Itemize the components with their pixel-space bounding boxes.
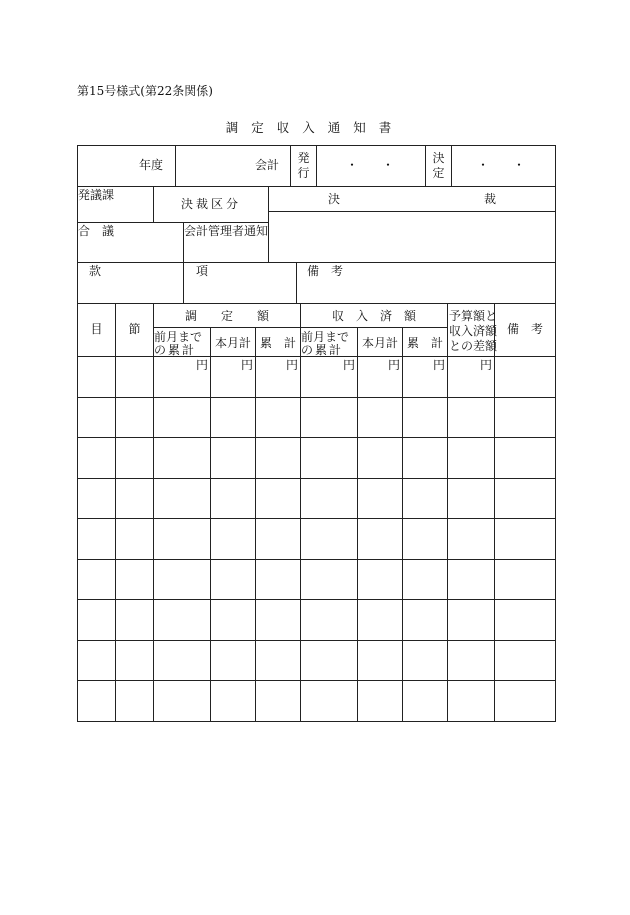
r1-div-c	[316, 145, 317, 186]
r1-div-e	[451, 145, 452, 186]
issuing-section-label: 発議課	[78, 188, 115, 202]
col-line-7	[402, 327, 403, 722]
col-line-3	[210, 327, 211, 722]
decision-left-label: 決	[328, 192, 341, 206]
issue-label-1: 発	[297, 151, 310, 165]
row-line-8	[77, 680, 556, 681]
form-number: 第15号様式(第22条関係)	[77, 84, 213, 98]
decision-row-line	[268, 211, 556, 212]
col-line-6	[357, 327, 358, 722]
row-line-2	[77, 437, 556, 438]
r1-div-a	[175, 145, 176, 186]
row-line-5	[77, 559, 556, 560]
received-prev-label-1: 前月まで	[301, 330, 350, 344]
assessed-amount-label: 調 定 額	[184, 309, 269, 323]
yen-unit-assessed-cumulative: 円	[285, 358, 298, 372]
received-amount-label: 収 入 済 額	[331, 309, 416, 323]
assessed-prev-label-2: の累計	[154, 343, 197, 357]
yen-unit-received-cumulative: 円	[432, 358, 445, 372]
remarks-label-top: 備 考	[307, 264, 344, 278]
decision-label-1: 決	[432, 151, 445, 165]
border-right	[555, 145, 556, 722]
row-line-3	[77, 478, 556, 479]
yen-unit-diff: 円	[479, 358, 492, 372]
decision-right-label: 裁	[484, 192, 497, 206]
col-line-1	[115, 303, 116, 722]
row-line-4	[77, 518, 556, 519]
assessed-this-month-label: 本月計	[214, 336, 251, 350]
approval-class-label: 決裁区分	[180, 197, 241, 211]
fiscal-year-label: 年度	[139, 158, 164, 172]
kou-label: 項	[196, 264, 209, 278]
treasurer-notice-label: 会計管理者通知	[184, 224, 269, 238]
moku-label: 目	[90, 322, 103, 336]
consultation-label: 合 議	[78, 224, 115, 238]
r4-div-b	[296, 262, 297, 303]
issue-label-2: 行	[297, 166, 310, 180]
yen-unit-received-prev: 円	[342, 358, 355, 372]
issue-date: ・ ・	[345, 158, 400, 172]
received-cumulative-label: 累 計	[406, 336, 443, 350]
budget-diff-label-2: 収入済額	[449, 324, 498, 338]
form-title: 調定収入通知書	[225, 120, 405, 135]
setsu-label: 節	[128, 322, 141, 336]
row-line-6	[77, 599, 556, 600]
approval-row-line	[77, 222, 268, 223]
r2-div-b	[268, 186, 269, 263]
remarks-label-table: 備 考	[506, 322, 543, 336]
budget-diff-label-3: との差額	[449, 339, 498, 353]
decision-label-2: 定	[432, 166, 445, 180]
col-line-9	[494, 303, 495, 722]
decision-date: ・ ・	[476, 158, 531, 172]
row4-bottom	[77, 303, 556, 304]
row-line-7	[77, 640, 556, 641]
col-line-4	[255, 327, 256, 722]
budget-diff-label-1: 予算額と	[449, 309, 498, 323]
approval-bottom	[77, 262, 556, 263]
border-bottom	[77, 721, 556, 722]
r4-div-a	[183, 262, 184, 303]
yen-unit-assessed-prev: 円	[195, 358, 208, 372]
row1-bottom	[77, 186, 556, 187]
assessed-cumulative-label: 累 計	[259, 336, 296, 350]
assessed-prev-label-1: 前月まで	[154, 330, 203, 344]
yen-unit-assessed-month: 円	[240, 358, 253, 372]
row-line-1	[77, 397, 556, 398]
accounting-label: 会計	[255, 158, 280, 172]
received-prev-label-2: の累計	[301, 343, 344, 357]
received-this-month-label: 本月計	[361, 336, 398, 350]
yen-unit-received-month: 円	[387, 358, 400, 372]
kan-label: 款	[89, 264, 102, 278]
